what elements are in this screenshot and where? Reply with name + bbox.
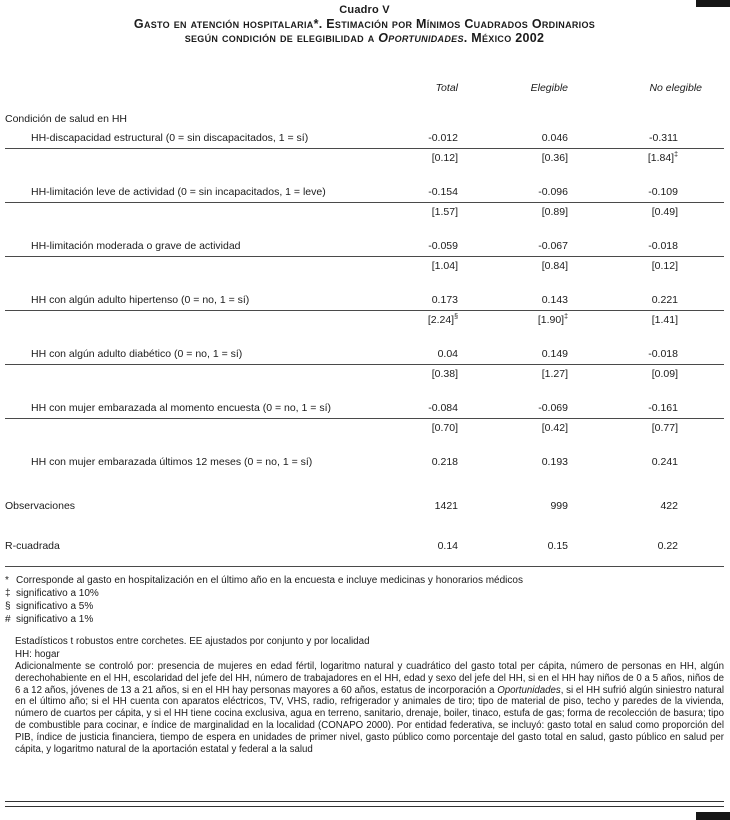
bottom-double-rule <box>5 801 724 807</box>
controls-note-paragraph <box>15 661 724 755</box>
coefficient-row <box>5 293 724 307</box>
coefficient-row <box>5 185 724 199</box>
cell-total: -0.059 <box>428 240 458 252</box>
column-header-no-elegible: No elegible <box>649 82 702 94</box>
tstat-no-elegible: [0.49] <box>651 206 678 218</box>
tstat-row <box>5 310 724 327</box>
footnote-divider <box>5 566 724 567</box>
row-label: HH con mujer embarazada últimos 12 meses (0 = no, 1 = sí) <box>31 456 313 468</box>
title-line2-program-name: Oportunidades <box>378 31 464 45</box>
table-summary <box>5 499 724 553</box>
tstat-elegible: [1.27] <box>541 368 568 380</box>
scan-edge-artifact-bottom <box>696 812 730 820</box>
summary-row-label: R-cuadrada <box>5 540 60 552</box>
cell-elegible: -0.067 <box>538 240 568 252</box>
tstat-spacer <box>5 260 386 273</box>
notes-block <box>15 635 724 755</box>
scan-edge-artifact-top <box>696 0 730 7</box>
footnote-line <box>5 600 724 613</box>
footnote-text: significativo a 5% <box>16 601 94 612</box>
cell-no-elegible: -0.161 <box>648 402 678 414</box>
coefficient-row <box>5 455 724 469</box>
footnote-text: Corresponde al gasto en hospitalización en el último año en la encuesta e incluye medicinas y honorarios médicos <box>16 575 523 586</box>
cell-elegible: -0.096 <box>538 186 568 198</box>
column-header-elegible: Elegible <box>530 82 568 94</box>
tstat-elegible: [0.42] <box>541 422 568 434</box>
footnote-line <box>5 574 724 587</box>
footnote-line <box>5 587 724 600</box>
section-header: Condición de salud en HH <box>5 113 127 125</box>
cell-no-elegible: -0.018 <box>648 348 678 360</box>
tstat-spacer <box>5 422 386 435</box>
cell-total: -0.154 <box>428 186 458 198</box>
long-note-post: , si el HH sufrió algún siniestro natural en el último año; si el HH cuenta con aparatos eléctricos, TV, VHS, radio, refrigerador y animales de tiro; tipo de material de piso, techo y paredes de la vivienda, número de cuartos per cápita, y si el HH tiene cocina exclusiva, agua en terreno, sanitario, drenaje, boiler, tinaco, estufa de gas; forma de recolección de basura; tipo de combustible para cocinar, e índice de marginalidad en la localidad (CONAPO 2000). Por entidad federativa, se incluyó: gasto total en salud como proporción del PIB, índice de justicia financiera, tiempo de espera en unidades de primer nivel, gasto público como porcentaje del gasto total en salud, gasto público en salud per cápita, y logaritmo natural de la aportación estatal y federal a la salud <box>15 684 724 755</box>
cell-no-elegible: 0.22 <box>657 540 678 552</box>
row-label: HH-limitación leve de actividad (0 = sin incapacitados, 1 = leve) <box>31 186 326 198</box>
significance-marker: ‡ <box>674 151 678 159</box>
table-number-label: Cuadro V <box>339 4 390 16</box>
cell-no-elegible: -0.109 <box>648 186 678 198</box>
significance-marker: ‡ <box>564 313 568 321</box>
cell-elegible: 999 <box>550 500 568 512</box>
tstat-no-elegible: [1.84]‡ <box>647 151 678 164</box>
long-note-program-name: Oportunidades <box>497 684 561 696</box>
table-row <box>5 131 724 165</box>
cell-no-elegible: 0.221 <box>651 294 678 306</box>
tstat-no-elegible: [0.12] <box>651 260 678 272</box>
tstat-no-elegible: [0.09] <box>651 368 678 380</box>
tstat-elegible: [0.89] <box>541 206 568 218</box>
cell-total: -0.084 <box>428 402 458 414</box>
title-line2-post: . México 2002 <box>463 31 545 45</box>
cell-no-elegible: -0.311 <box>649 132 678 144</box>
row-label: HH-limitación moderada o grave de actividad <box>31 240 241 252</box>
coefficient-row <box>5 401 724 415</box>
table-row <box>5 239 724 273</box>
table-title-line2 <box>5 31 724 45</box>
cell-total: 0.14 <box>437 540 458 552</box>
table-row <box>5 347 724 381</box>
tstat-no-elegible: [0.77] <box>651 422 678 434</box>
coefficient-row <box>5 131 724 145</box>
footnote-text: significativo a 10% <box>16 588 99 599</box>
tstat-total: [2.24]§ <box>427 313 458 326</box>
tstat-row <box>5 202 724 219</box>
tstat-row <box>5 418 724 435</box>
cell-elegible: 0.15 <box>547 540 568 552</box>
table-title-block <box>5 4 724 45</box>
cell-elegible: 0.046 <box>541 132 568 144</box>
footnote-symbol: ‡ <box>5 588 11 599</box>
footnote-symbol-block <box>5 574 724 626</box>
footnote-symbol: # <box>5 614 11 625</box>
tstat-elegible: [1.90]‡ <box>537 313 568 326</box>
tstat-total: [0.70] <box>431 422 458 434</box>
row-label: HH con mujer embarazada al momento encuesta (0 = no, 1 = sí) <box>31 402 331 414</box>
cell-total: 1421 <box>434 500 458 512</box>
footnote-symbol: * <box>5 575 9 586</box>
tstat-total: [1.04] <box>431 260 458 272</box>
cell-total: 0.173 <box>431 294 458 306</box>
significance-marker: § <box>454 313 458 321</box>
table-row <box>5 185 724 219</box>
cell-no-elegible: 422 <box>660 500 678 512</box>
note-line: HH: hogar <box>15 649 60 660</box>
tstat-total: [1.57] <box>431 206 458 218</box>
note-line: Estadísticos t robustos entre corchetes. EE ajustados por conjunto y por localidad <box>15 636 370 647</box>
table-body <box>5 131 724 469</box>
footnote-text: significativo a 1% <box>16 614 94 625</box>
cell-elegible: 0.193 <box>541 456 568 468</box>
table-row <box>5 455 724 469</box>
tstat-spacer <box>5 368 386 381</box>
cell-elegible: 0.149 <box>541 348 568 360</box>
coefficient-row <box>5 239 724 253</box>
cell-elegible: 0.143 <box>541 294 568 306</box>
tstat-row <box>5 148 724 165</box>
cell-no-elegible: 0.241 <box>651 456 678 468</box>
tstat-elegible: [0.84] <box>541 260 568 272</box>
footnote-symbol: § <box>5 601 11 612</box>
row-label: HH con algún adulto hipertenso (0 = no, 1 = sí) <box>31 294 250 306</box>
table-row <box>5 293 724 327</box>
tstat-total: [0.38] <box>431 368 458 380</box>
summary-row-label: Observaciones <box>5 500 76 512</box>
row-label: HH-discapacidad estructural (0 = sin discapacitados, 1 = sí) <box>31 132 309 144</box>
long-note-pre: Adicionalmente se controló por: presencia de mujeres en edad fértil, logaritmo natural y cuadrático del gasto total per cápita, número de personas en HH, algún derechohabiente en el HH, escolaridad del jefe del HH, número de trabajadores en el HH, edad y sexo del jefe del HH, si en el HH hay niños de 0 a 5 años, niños de 6 a 12 años, jóvenes de 13 a 21 años, si en el HH hay personas mayores a 60 años, estatus de incorporación a <box>15 661 724 696</box>
summary-row <box>5 539 724 553</box>
row-label: HH con algún adulto diabético (0 = no, 1 = sí) <box>31 348 243 360</box>
cell-total: 0.218 <box>431 456 458 468</box>
tstat-row <box>5 256 724 273</box>
coefficient-row <box>5 347 724 361</box>
title-line2-pre: según condición de elegibilidad a <box>184 31 379 45</box>
tstat-spacer <box>5 206 386 219</box>
tstat-spacer <box>5 152 386 165</box>
tstat-spacer <box>5 314 386 327</box>
table-title-line1: Gasto en atención hospitalaria*. Estimación por Mínimos Cuadrados Ordinarios <box>133 17 596 31</box>
summary-row <box>5 499 724 513</box>
tstat-no-elegible: [1.41] <box>651 314 678 326</box>
tstat-total: [0.12] <box>431 152 458 164</box>
cell-elegible: -0.069 <box>538 402 568 414</box>
column-header-row <box>5 81 724 95</box>
footnote-line <box>5 613 724 626</box>
cell-total: 0.04 <box>437 348 458 360</box>
column-header-spacer <box>5 81 386 95</box>
tstat-row <box>5 364 724 381</box>
cell-no-elegible: -0.018 <box>648 240 678 252</box>
column-header-total: Total <box>435 82 458 94</box>
tstat-elegible: [0.36] <box>541 152 568 164</box>
cell-total: -0.012 <box>428 132 458 144</box>
table-row <box>5 401 724 435</box>
